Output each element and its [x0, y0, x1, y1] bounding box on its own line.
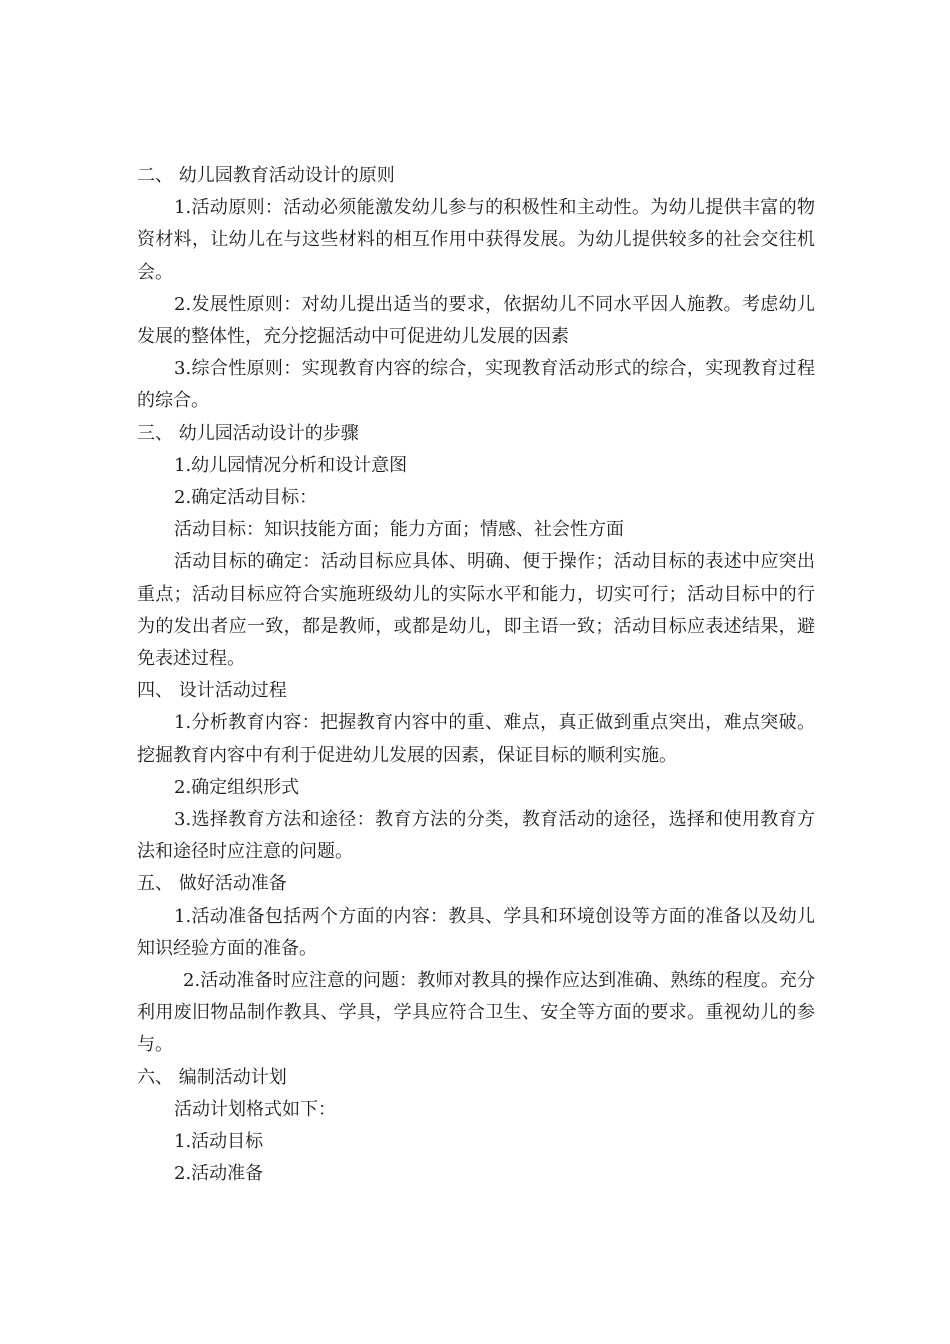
paragraph: 活动计划格式如下： [174, 1098, 336, 1120]
paragraph: 1.幼儿园情况分析和设计意图 [174, 454, 408, 476]
document-body [137, 160, 815, 1191]
paragraph: 2.活动准备时应注意的问题：教师对教具的操作应达到准确、熟练的程度。充分利用废旧物品制作教具、学具，学具应符合卫生、安全等方面的要求。重视幼儿的参与。 [137, 970, 815, 1056]
paragraph: 3.选择教育方法和途径：教育方法的分类，教育活动的途径，选择和使用教育方法和途径时应注意的问题。 [137, 809, 815, 863]
paragraph: 1.分析教育内容：把握教育内容中的重、难点，真正做到重点突出，难点突破。挖掘教育内容中有利于促进幼儿发展的因素，保证目标的顺利实施。 [137, 712, 815, 766]
section-heading: 二、 幼儿园教育活动设计的原则 [137, 165, 395, 186]
paragraph: 活动目标的确定：活动目标应具体、明确、便于操作；活动目标的表述中应突出重点；活动目标应符合实施班级幼儿的实际水平和能力，切实可行；活动目标中的行为的发出者应一致，都是教师，或都是幼儿，即主语一致；活动目标应表述结果，避免表述过程。 [137, 551, 815, 670]
paragraph: 3.综合性原则：实现教育内容的综合，实现教育活动形式的综合，实现教育过程的综合。 [137, 358, 815, 412]
paragraph: 1.活动准备包括两个方面的内容：教具、学具和环境创设等方面的准备以及幼儿知识经验方面的准备。 [137, 905, 815, 959]
paragraph: 2.确定活动目标： [174, 487, 318, 509]
paragraph: 1.活动目标 [174, 1131, 264, 1153]
section-heading: 三、 幼儿园活动设计的步骤 [137, 422, 359, 444]
paragraph: 2.发展性原则：对幼儿提出适当的要求，依据幼儿不同水平因人施教。考虑幼儿发展的整体性，充分挖掘活动中可促进幼儿发展的因素 [137, 293, 815, 348]
paragraph: 1.活动原则：活动必须能激发幼儿参与的积极性和主动性。为幼儿提供丰富的物资材料，让幼儿在与这些材料的相互作用中获得发展。为幼儿提供较多的社会交往机会。 [137, 197, 815, 283]
paragraph: 2.确定组织形式 [174, 776, 300, 798]
paragraph: 2.活动准备 [174, 1163, 264, 1185]
section-heading: 五、 做好活动准备 [137, 873, 287, 895]
section-heading: 六、 编制活动计划 [137, 1066, 287, 1088]
section-heading: 四、 设计活动过程 [137, 680, 287, 702]
paragraph: 活动目标：知识技能方面；能力方面；情感、社会性方面 [174, 519, 624, 541]
